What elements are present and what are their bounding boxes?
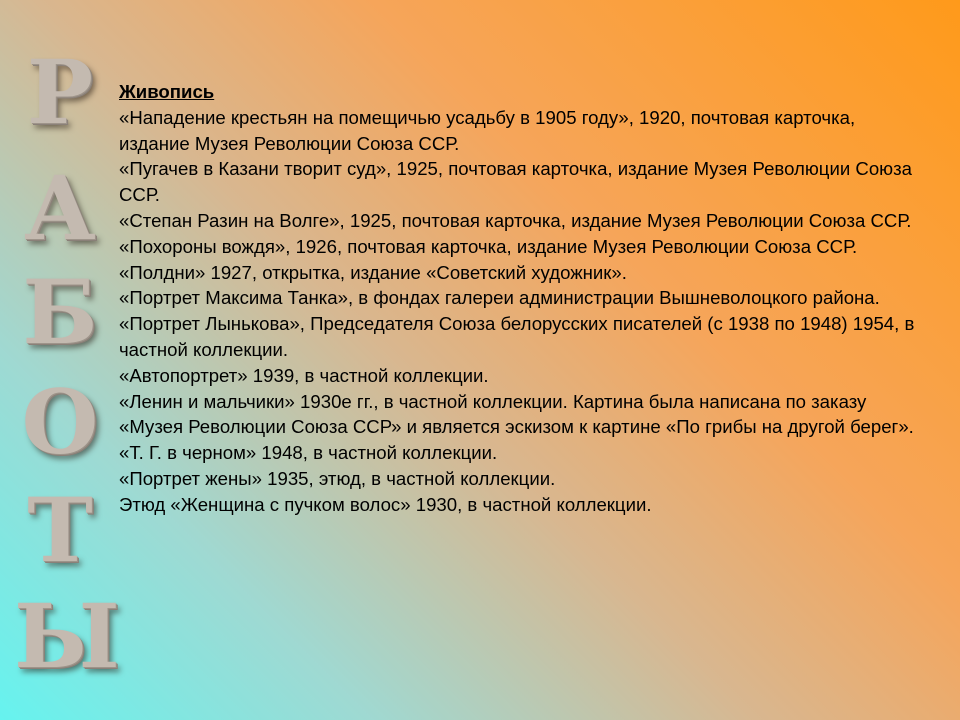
work-item: «Портрет жены» 1935, этюд, в частной коллекции. [119, 467, 556, 489]
title-letter: Р [26, 40, 94, 144]
work-item: «Портрет Максима Танка», в фондах галереи администрации Вышневолоцкого района. [119, 287, 880, 309]
work-item: Этюд «Женщина с пучком волос» 1930, в частной коллекции. [119, 493, 652, 515]
work-item: «Полдни» 1927, открытка, издание «Советский художник». [119, 261, 627, 283]
work-item: «Пугачев в Казани творит суд», 1925, почтовая карточка, издание Музея Революции Союза ССР. [119, 158, 912, 206]
work-item: «Похороны вождя», 1926, почтовая карточка, издание Музея Революции Союза ССР. [119, 235, 858, 257]
work-item: «Портрет Лынькова», Председателя Союза белорусских писателей (с 1938 по 1948) 1954, в частной коллекции. [119, 313, 915, 360]
title-letter: Т [27, 478, 93, 582]
section-heading: Живопись [119, 81, 215, 102]
title-letter: О [21, 370, 99, 474]
work-item: «Ленин и мальчики» 1930е гг., в частной коллекции. Картина была написана по заказу «Музея Революции Союза ССР» и является эскизом к картине «По грибы на другой берег». [119, 390, 914, 438]
work-item: «Степан Разин на Волге», 1925, почтовая карточка, издание Музея Революции Союза ССР. [119, 209, 912, 231]
title-letter: А [24, 156, 96, 260]
title-letter: Ы [14, 584, 120, 688]
work-item: «Т. Г. в черном» 1948, в частной коллекции. [119, 442, 498, 464]
work-item: «Нападение крестьян на помещичью усадьбу в 1905 году», 1920, почтовая карточка, издание Музея Революции Союза ССР. [119, 106, 856, 154]
vertical-title [0, 0, 120, 720]
work-item: «Автопортрет» 1939, в частной коллекции. [119, 364, 489, 386]
title-letter: Б [22, 260, 98, 364]
content-block [119, 79, 919, 518]
works-list [119, 105, 919, 518]
